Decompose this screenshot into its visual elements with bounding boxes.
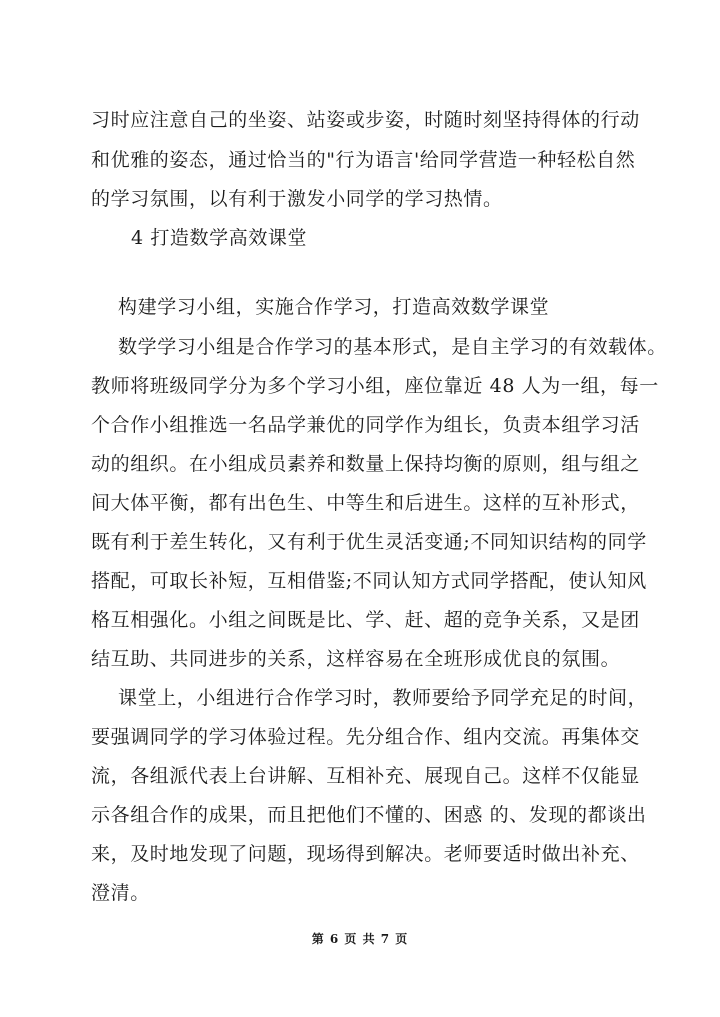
text-line: 课堂上，小组进行合作学习时，教师要给予同学充足的时间， [118,687,648,709]
text-line: 澄清。 [91,882,150,904]
text-line: 既有利于差生转化，又有利于优生灵活变通;不同知识结构的同学 [91,531,647,553]
page-footer: 第 6 页 共 7 页 [311,932,409,946]
text-line: 流，各组派代表上台讲解、互相补充、展现自己。这样不仅能显 [91,765,640,787]
text-line: 搭配，可取长补短，互相借鉴;不同认知方式同学搭配，使认知风 [91,570,647,592]
text-line: 要强调同学的学习体验过程。先分组合作、组内交流。再集体交 [91,726,640,748]
text-line: 结互助、共同进步的关系，这样容易在全班形成优良的氛围。 [91,648,621,670]
text-line: 习时应注意自己的坐姿、站姿或步姿，时随时刻坚持得体的行动 [91,109,640,131]
text-line: 动的组织。在小组成员素养和数量上保持均衡的原则，组与组之 [91,453,640,475]
text-line: 格互相强化。小组之间既是比、学、赶、超的竞争关系，又是团 [91,609,640,631]
text-line: 教师将班级同学分为多个学习小组，座位靠近 48 人为一组，每一 [91,375,659,397]
text-line: 个合作小组推选一名品学兼优的同学作为组长，负责本组学习活 [91,414,640,436]
text-line: 来，及时地发现了问题，现场得到解决。老师要适时做出补充、 [91,843,640,865]
text-line: 间大体平衡，都有出色生、中等生和后进生。这样的互补形式， [91,492,640,514]
text-line: 示各组合作的成果，而且把他们不懂的、困惑 的、发现的都谈出 [91,804,647,826]
section-heading: 4 打造数学高效课堂 [131,227,308,249]
subheading: 构建学习小组，实施合作学习，打造高效数学课堂 [118,296,550,318]
text-line: 和优雅的姿态，通过恰当的"行为语言'给同学营造一种轻松自然 [91,149,636,171]
text-line: 数学学习小组是合作学习的基本形式，是自主学习的有效载体。 [118,336,667,358]
text-line: 的学习氛围，以有利于激发小同学的学习热情。 [91,188,503,210]
